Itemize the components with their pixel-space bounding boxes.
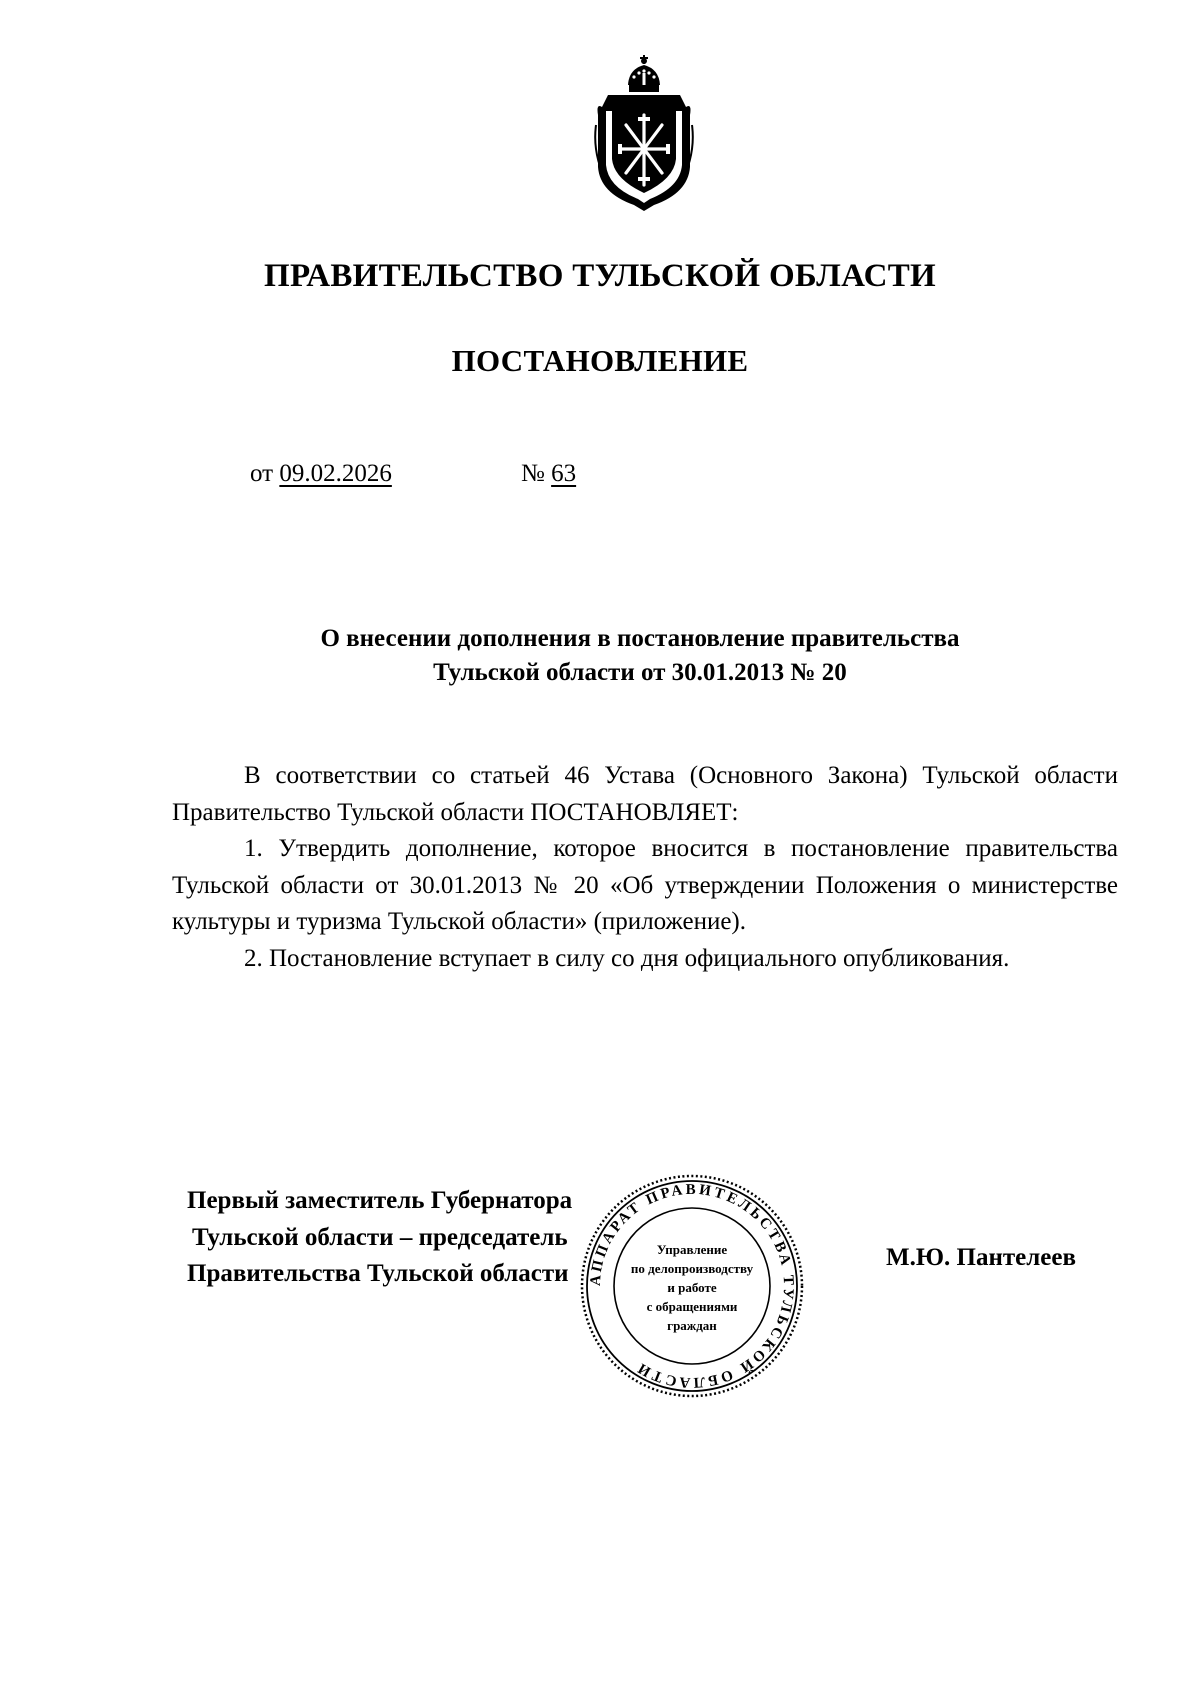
document-title xyxy=(240,622,1040,690)
signer-position xyxy=(187,1183,572,1293)
item-2-paragraph: 2. Постановление вступает в силу со дня официального опубликования. xyxy=(244,944,1010,972)
signer-name: М.Ю. Пантелеев xyxy=(886,1244,1076,1271)
document-number xyxy=(521,460,576,488)
coat-of-arms-icon xyxy=(588,55,700,215)
number-prefix: № xyxy=(521,460,545,487)
organization-title: ПРАВИТЕЛЬСТВО ТУЛЬСКОЙ ОБЛАСТИ xyxy=(264,258,936,294)
stamp-center-line: по делопроизводству xyxy=(630,1261,754,1276)
stamp-center-line: Управление xyxy=(656,1242,728,1257)
title-line-2: Тульской области от 30.01.2013 № 20 xyxy=(433,659,847,686)
stamp-center-line: и работе xyxy=(667,1280,717,1295)
item-1-paragraph: 1. Утвердить дополнение, которое вносится в постановление правительства Тульской области от 30.01.2013 № 20 «Об утверждении Положения о министерстве культуры и туризма Тульской области» (приложение). xyxy=(172,835,1118,935)
stamp-center-line: граждан xyxy=(667,1318,717,1333)
document-date xyxy=(250,460,392,488)
signer-position-line-3: Правительства Тульской области xyxy=(187,1260,569,1287)
number-value: 63 xyxy=(551,460,577,487)
stamp-ring-text: АППАРАТ ПРАВИТЕЛЬСТВА ТУЛЬСКОЙ ОБЛАСТИ xyxy=(587,1181,797,1391)
signer-position-line-2: Тульской области – председатель xyxy=(192,1223,568,1251)
document-type: ПОСТАНОВЛЕНИЕ xyxy=(451,343,749,378)
date-prefix: от xyxy=(250,460,274,487)
title-line-1: О внесении дополнения в постановление правительства xyxy=(320,625,960,652)
preamble-paragraph: В соответствии со статьей 46 Устава (Основного Закона) Тульской области Правительство Тульской области ПОСТАНОВЛЯЕТ: xyxy=(172,762,1118,826)
signer-position-line-1: Первый заместитель Губернатора xyxy=(187,1187,573,1214)
date-value: 09.02.2026 xyxy=(279,460,392,487)
document-body xyxy=(172,758,1118,977)
stamp-center-line: с обращениями xyxy=(646,1299,738,1314)
official-stamp xyxy=(578,1172,806,1400)
